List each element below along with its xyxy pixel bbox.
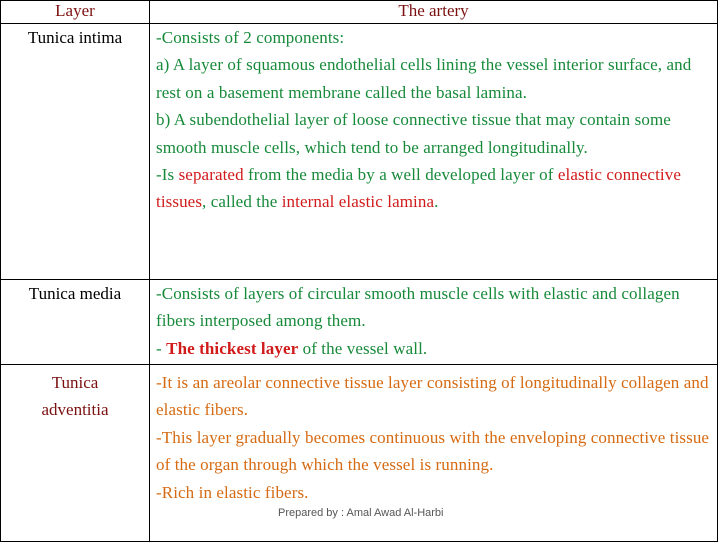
media-line-1: -Consists of layers of circular smooth muscle cells with elastic and collagen fibers interposed among them.	[156, 284, 680, 331]
footer-credit: Prepared by : Amal Awad Al-Harbi	[278, 507, 444, 519]
adventitia-line-3: -Rich in elastic fibers.	[156, 482, 309, 502]
intima-sep-w2: elastic connective tissues	[156, 165, 681, 212]
tunica-media-description	[150, 280, 718, 365]
media-thickest-line	[156, 335, 717, 362]
adventitia-label-2: adventitia	[41, 400, 109, 419]
media-th-w1: The thickest layer	[166, 338, 299, 358]
row-tunica-intima	[1, 24, 718, 280]
intima-line-3: b) A subendothelial layer of loose connective tissue that may contain some smooth muscle cells, which tend to be arranged longitudinally.	[156, 110, 671, 157]
layer-tunica-adventitia	[1, 365, 150, 542]
tunica-intima-description	[150, 24, 718, 280]
adventitia-line-2: -This layer gradually becomes continuous with the enveloping connective tissue of the organ through which the vessel is running.	[156, 427, 710, 475]
media-th-p1: -	[156, 338, 167, 358]
intima-sep-p1: -Is	[156, 165, 179, 185]
intima-separated-line	[156, 161, 717, 216]
intima-line-2: a) A layer of squamous endothelial cells lining the vessel interior surface, and rest on a basement membrane called the basal lamina.	[156, 55, 692, 102]
header-layer: Layer	[1, 1, 150, 24]
row-tunica-media	[1, 280, 718, 365]
header-artery: The artery	[150, 1, 718, 24]
media-th-p2: of the vessel wall.	[298, 338, 428, 358]
intima-sep-w3: internal elastic lamina	[281, 192, 435, 212]
intima-sep-p2: from the media by a well developed layer of	[243, 165, 558, 185]
layer-tunica-intima: Tunica intima	[1, 24, 150, 280]
intima-sep-w1: separated	[178, 165, 244, 185]
header-row	[1, 1, 718, 24]
layer-tunica-media: Tunica media	[1, 280, 150, 365]
adventitia-line-1: -It is an areolar connective tissue layer consisting of longitudinally collagen and elastic fibers.	[156, 373, 709, 420]
intima-sep-p3: , called the	[202, 192, 282, 212]
intima-sep-p4: .	[434, 192, 439, 212]
intima-line-1: -Consists of 2 components:	[156, 28, 345, 47]
adventitia-label-1: Tunica	[51, 373, 99, 392]
